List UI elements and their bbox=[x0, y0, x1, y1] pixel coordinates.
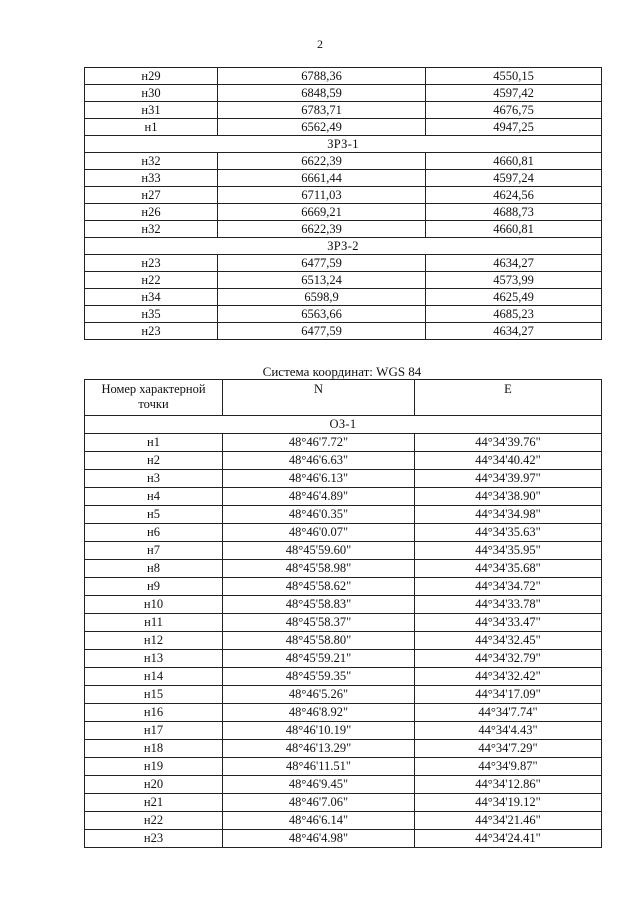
point-number-cell: н10 bbox=[85, 596, 223, 614]
point-number-cell: н34 bbox=[85, 289, 218, 306]
longitude-cell: 44°34'35.63" bbox=[415, 524, 602, 542]
longitude-cell: 44°34'32.79" bbox=[415, 650, 602, 668]
table-row bbox=[85, 272, 602, 289]
y-cell: 4634,27 bbox=[426, 323, 602, 340]
latitude-cell: 48°46'6.63" bbox=[223, 452, 415, 470]
longitude-cell: 44°34'39.76" bbox=[415, 434, 602, 452]
latitude-cell: 48°45'58.83" bbox=[223, 596, 415, 614]
latitude-cell: 48°45'58.37" bbox=[223, 614, 415, 632]
x-cell: 6513,24 bbox=[218, 272, 426, 289]
table-row bbox=[85, 221, 602, 238]
table-row bbox=[85, 794, 602, 812]
table-row bbox=[85, 255, 602, 272]
latitude-cell: 48°46'7.06" bbox=[223, 794, 415, 812]
longitude-cell: 44°34'9.87" bbox=[415, 758, 602, 776]
point-number-cell: н31 bbox=[85, 102, 218, 119]
local-coordinates-table bbox=[84, 67, 602, 340]
point-number-cell: н6 bbox=[85, 524, 223, 542]
wgs84-coordinates-table bbox=[84, 379, 602, 848]
latitude-cell: 48°46'7.72" bbox=[223, 434, 415, 452]
x-cell: 6598,9 bbox=[218, 289, 426, 306]
table-row bbox=[85, 758, 602, 776]
table-row bbox=[85, 153, 602, 170]
y-cell: 4573,99 bbox=[426, 272, 602, 289]
section-title: ОЗ-1 bbox=[85, 416, 602, 434]
wgs84-table-header bbox=[85, 380, 602, 416]
point-number-cell: н4 bbox=[85, 488, 223, 506]
point-number-cell: н1 bbox=[85, 434, 223, 452]
table-row bbox=[85, 452, 602, 470]
latitude-cell: 48°46'0.35" bbox=[223, 506, 415, 524]
table-row bbox=[85, 830, 602, 848]
table-row bbox=[85, 187, 602, 204]
point-number-cell: н23 bbox=[85, 255, 218, 272]
longitude-cell: 44°34'35.95" bbox=[415, 542, 602, 560]
y-cell: 4597,42 bbox=[426, 85, 602, 102]
table-row bbox=[85, 614, 602, 632]
point-number-cell: н11 bbox=[85, 614, 223, 632]
table-row bbox=[85, 204, 602, 221]
point-number-cell: н12 bbox=[85, 632, 223, 650]
longitude-cell: 44°34'4.43" bbox=[415, 722, 602, 740]
longitude-cell: 44°34'24.41" bbox=[415, 830, 602, 848]
point-number-cell: н15 bbox=[85, 686, 223, 704]
header-e: E bbox=[415, 380, 602, 416]
x-cell: 6622,39 bbox=[218, 153, 426, 170]
point-number-cell: н32 bbox=[85, 221, 218, 238]
x-cell: 6562,49 bbox=[218, 119, 426, 136]
x-cell: 6848,59 bbox=[218, 85, 426, 102]
header-n: N bbox=[223, 380, 415, 416]
point-number-cell: н1 bbox=[85, 119, 218, 136]
longitude-cell: 44°34'38.90" bbox=[415, 488, 602, 506]
table-row bbox=[85, 686, 602, 704]
table-row bbox=[85, 650, 602, 668]
longitude-cell: 44°34'35.68" bbox=[415, 560, 602, 578]
y-cell: 4685,23 bbox=[426, 306, 602, 323]
latitude-cell: 48°45'58.62" bbox=[223, 578, 415, 596]
longitude-cell: 44°34'33.78" bbox=[415, 596, 602, 614]
local-coordinates-table-body bbox=[85, 68, 602, 340]
table-row bbox=[85, 704, 602, 722]
point-number-cell: н5 bbox=[85, 506, 223, 524]
latitude-cell: 48°46'8.92" bbox=[223, 704, 415, 722]
section-row bbox=[85, 136, 602, 153]
latitude-cell: 48°46'5.26" bbox=[223, 686, 415, 704]
table-row bbox=[85, 722, 602, 740]
y-cell: 4676,75 bbox=[426, 102, 602, 119]
latitude-cell: 48°46'6.14" bbox=[223, 812, 415, 830]
table-row bbox=[85, 506, 602, 524]
y-cell: 4550,15 bbox=[426, 68, 602, 85]
point-number-cell: н16 bbox=[85, 704, 223, 722]
table-row bbox=[85, 470, 602, 488]
longitude-cell: 44°34'32.45" bbox=[415, 632, 602, 650]
latitude-cell: 48°45'58.98" bbox=[223, 560, 415, 578]
point-number-cell: н18 bbox=[85, 740, 223, 758]
table-row bbox=[85, 85, 602, 102]
section-row bbox=[85, 238, 602, 255]
table-row bbox=[85, 434, 602, 452]
y-cell: 4634,27 bbox=[426, 255, 602, 272]
table-row bbox=[85, 812, 602, 830]
y-cell: 4660,81 bbox=[426, 153, 602, 170]
latitude-cell: 48°46'4.89" bbox=[223, 488, 415, 506]
point-number-cell: н22 bbox=[85, 272, 218, 289]
x-cell: 6661,44 bbox=[218, 170, 426, 187]
longitude-cell: 44°34'17.09" bbox=[415, 686, 602, 704]
longitude-cell: 44°34'7.29" bbox=[415, 740, 602, 758]
point-number-cell: н30 bbox=[85, 85, 218, 102]
point-number-cell: н13 bbox=[85, 650, 223, 668]
longitude-cell: 44°34'39.97" bbox=[415, 470, 602, 488]
x-cell: 6783,71 bbox=[218, 102, 426, 119]
point-number-cell: н35 bbox=[85, 306, 218, 323]
point-number-cell: н23 bbox=[85, 830, 223, 848]
table-row bbox=[85, 488, 602, 506]
table-row bbox=[85, 323, 602, 340]
point-number-cell: н29 bbox=[85, 68, 218, 85]
table-row bbox=[85, 596, 602, 614]
latitude-cell: 48°45'59.21" bbox=[223, 650, 415, 668]
y-cell: 4660,81 bbox=[426, 221, 602, 238]
latitude-cell: 48°46'10.19" bbox=[223, 722, 415, 740]
y-cell: 4624,56 bbox=[426, 187, 602, 204]
longitude-cell: 44°34'34.98" bbox=[415, 506, 602, 524]
point-number-cell: н3 bbox=[85, 470, 223, 488]
table-row bbox=[85, 668, 602, 686]
x-cell: 6669,21 bbox=[218, 204, 426, 221]
longitude-cell: 44°34'7.74" bbox=[415, 704, 602, 722]
table-row bbox=[85, 102, 602, 119]
latitude-cell: 48°46'0.07" bbox=[223, 524, 415, 542]
table-row bbox=[85, 170, 602, 187]
longitude-cell: 44°34'12.86" bbox=[415, 776, 602, 794]
table-row bbox=[85, 119, 602, 136]
longitude-cell: 44°34'32.42" bbox=[415, 668, 602, 686]
point-number-cell: н27 bbox=[85, 187, 218, 204]
y-cell: 4625,49 bbox=[426, 289, 602, 306]
x-cell: 6788,36 bbox=[218, 68, 426, 85]
x-cell: 6477,59 bbox=[218, 255, 426, 272]
y-cell: 4597,24 bbox=[426, 170, 602, 187]
latitude-cell: 48°46'11.51" bbox=[223, 758, 415, 776]
point-number-cell: н33 bbox=[85, 170, 218, 187]
point-number-cell: н8 bbox=[85, 560, 223, 578]
point-number-cell: н26 bbox=[85, 204, 218, 221]
longitude-cell: 44°34'19.12" bbox=[415, 794, 602, 812]
section-row bbox=[85, 416, 602, 434]
longitude-cell: 44°34'33.47" bbox=[415, 614, 602, 632]
latitude-cell: 48°45'59.60" bbox=[223, 542, 415, 560]
point-number-cell: н17 bbox=[85, 722, 223, 740]
header-point-number: Номер характерной точки bbox=[85, 380, 223, 416]
point-number-cell: н19 bbox=[85, 758, 223, 776]
point-number-cell: н14 bbox=[85, 668, 223, 686]
x-cell: 6622,39 bbox=[218, 221, 426, 238]
x-cell: 6563,66 bbox=[218, 306, 426, 323]
section-title: ЗРЗ-2 bbox=[85, 238, 602, 255]
point-number-cell: н22 bbox=[85, 812, 223, 830]
longitude-cell: 44°34'40.42" bbox=[415, 452, 602, 470]
coordinate-system-caption: Система координат: WGS 84 bbox=[262, 364, 422, 379]
latitude-cell: 48°46'6.13" bbox=[223, 470, 415, 488]
table-row bbox=[85, 542, 602, 560]
wgs84-table-body bbox=[85, 416, 602, 848]
point-number-cell: н7 bbox=[85, 542, 223, 560]
section-title: ЗРЗ-1 bbox=[85, 136, 602, 153]
point-number-cell: н2 bbox=[85, 452, 223, 470]
x-cell: 6477,59 bbox=[218, 323, 426, 340]
y-cell: 4688,73 bbox=[426, 204, 602, 221]
table-row bbox=[85, 578, 602, 596]
y-cell: 4947,25 bbox=[426, 119, 602, 136]
latitude-cell: 48°46'4.98" bbox=[223, 830, 415, 848]
table-row bbox=[85, 776, 602, 794]
point-number-cell: н32 bbox=[85, 153, 218, 170]
point-number-cell: н9 bbox=[85, 578, 223, 596]
table-row bbox=[85, 524, 602, 542]
table-row bbox=[85, 289, 602, 306]
table-row bbox=[85, 740, 602, 758]
latitude-cell: 48°45'59.35" bbox=[223, 668, 415, 686]
table-row bbox=[85, 68, 602, 85]
latitude-cell: 48°46'13.29" bbox=[223, 740, 415, 758]
table-row bbox=[85, 560, 602, 578]
table-row bbox=[85, 632, 602, 650]
longitude-cell: 44°34'34.72" bbox=[415, 578, 602, 596]
table-row bbox=[85, 306, 602, 323]
longitude-cell: 44°34'21.46" bbox=[415, 812, 602, 830]
header-row bbox=[85, 380, 602, 416]
point-number-cell: н20 bbox=[85, 776, 223, 794]
point-number-cell: н23 bbox=[85, 323, 218, 340]
point-number-cell: н21 bbox=[85, 794, 223, 812]
page-number: 2 bbox=[317, 37, 323, 51]
latitude-cell: 48°45'58.80" bbox=[223, 632, 415, 650]
x-cell: 6711,03 bbox=[218, 187, 426, 204]
latitude-cell: 48°46'9.45" bbox=[223, 776, 415, 794]
